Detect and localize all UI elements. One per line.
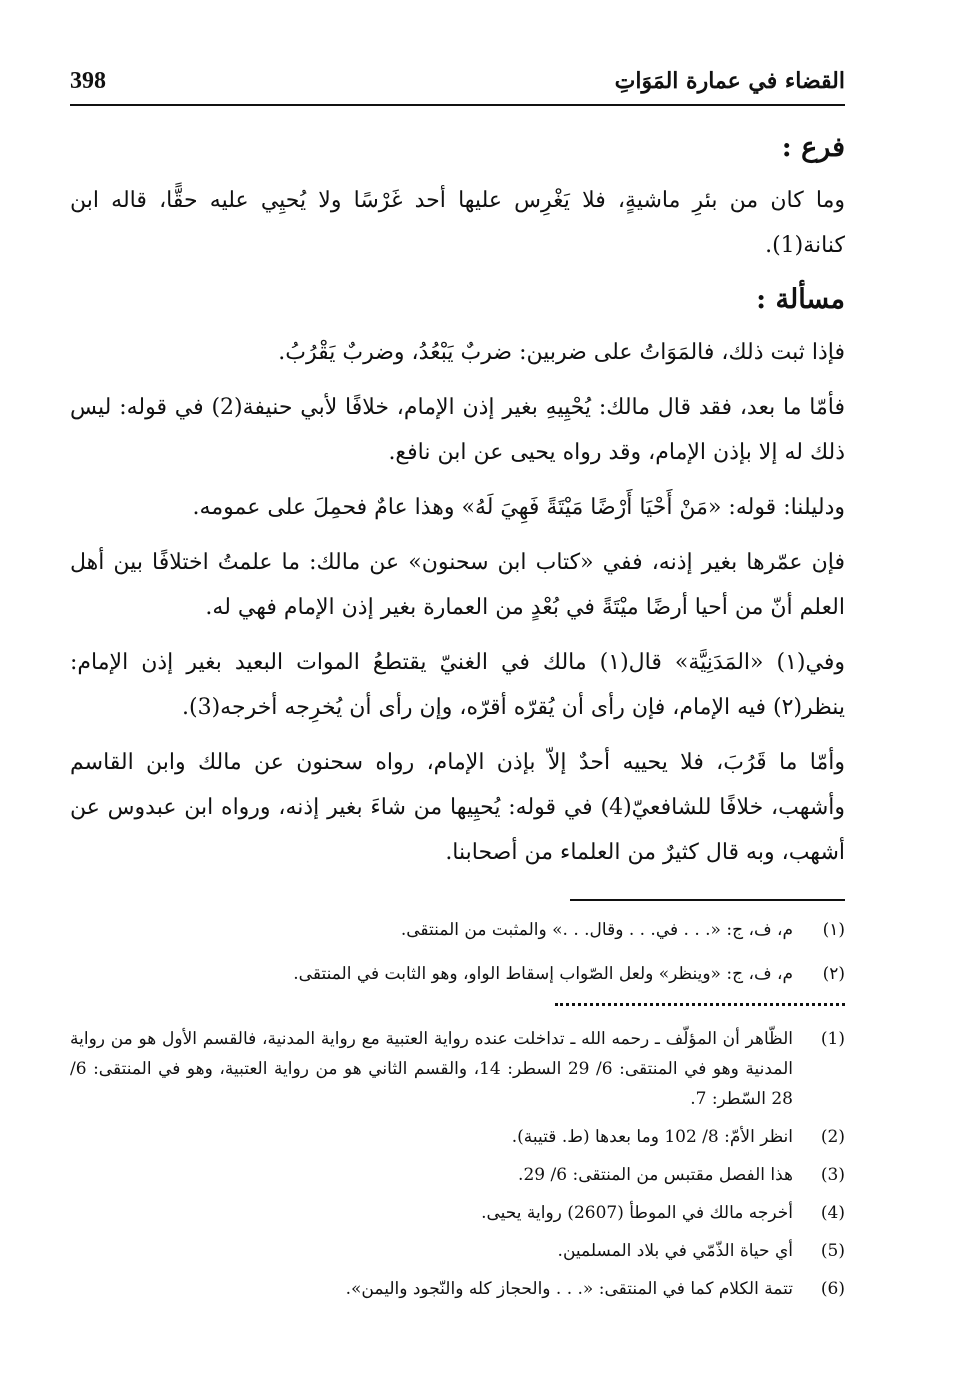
footnote-text: تتمة الكلام كما في المنتقى: «. . . والحجاز كله والنّجود واليمن». <box>345 1279 793 1299</box>
paragraph: ودليلنا: قوله: «مَنْ أَحْيَا أَرْضًا مَيْتَةً فَهِيَ لَهُ» وهذا عامٌ فحمِلَ على عمومه. <box>192 495 845 520</box>
paragraph: فإذا ثبت ذلك، فالمَوَاتُ على ضربين: ضربٌ يَبْعُدُ، وضربٌ يَقْرُبُ. <box>278 340 845 365</box>
variant-note <box>70 915 845 945</box>
variant-notes <box>70 915 845 989</box>
footnote-divider <box>570 899 845 901</box>
variant-note-text: م، ف، ج: «. . . في. . . وقال. . .» والمثبت من المنتقى. <box>400 920 793 940</box>
footnote-number: (5) <box>820 1241 845 1261</box>
paragraph: وفي(١) «المَدَنِيَّة» قال(١) مالك في الغنيّ يقتطعُ الموات البعيد بغير إذن الإمام: ينظر(٢) فيه الإمام، فإن رأى أن يُقرّه أقرّه، وإن رأى أن يُخرِجه أخرجه(3). <box>70 650 845 720</box>
footnote <box>70 1122 845 1152</box>
footnote-text: هذا الفصل مقتبس من المنتقى: 6/ 29. <box>518 1165 793 1185</box>
paragraph: وأمّا ما قَرُبَ، فلا يحييه أحدٌ إلاّ بإذن الإمام، رواه سحنون عن مالك وابن القاسم وأشهب، خلافًا للشافعيّ(4) في قوله: يُحيِيها من شاءَ بغير إذنه، ورواه ابن عبدوس عن أشهب، وبه قال كثيرٌ من العلماء من أصحابنا. <box>70 750 846 865</box>
paragraph: وما كان من بئرِ ماشيةٍ، فلا يَغْرِس عليها أحد غَرْسًا ولا يُحيِي عليه حقًّا، قاله ابن كنانة(1). <box>70 188 845 258</box>
footnote <box>70 1198 845 1228</box>
page-content <box>70 120 845 1312</box>
variant-note-text: م، ف، ج: «وينظر» ولعل الصّواب إسقاط الواو، وهو الثابت في المنتقى. <box>293 964 793 984</box>
variant-note-number: (٢) <box>822 964 845 984</box>
paragraph: فأمّا ما بعد، فقد قال مالك: يُحْيِيهِ بغير إذن الإمام، خلافًا لأبي حنيفة(2) في قوله: ليس ذلك له إلا بإذن الإمام، وقد رواه يحيى عن ابن نافع. <box>70 395 846 465</box>
footnote-number: (1) <box>820 1029 845 1049</box>
section-heading-far: فرع : <box>781 132 845 163</box>
paragraph: فإن عمّرها بغير إذنه، ففي «كتاب ابن سحنون» عن مالك: ما علمتُ اختلافًا بين أهل العلم أنّ من أحيا أرضًا ميْتَةً في بُعْدٍ من العمارة بغير إذن الإمام فهي له. <box>70 550 845 620</box>
footnote-number: (6) <box>820 1279 845 1299</box>
section-heading-masala: مسألة : <box>756 284 845 315</box>
variant-note <box>70 959 845 989</box>
footnote <box>70 1160 845 1190</box>
footnote <box>70 1274 845 1304</box>
page-header <box>70 64 845 106</box>
footnote-number: (3) <box>820 1165 845 1185</box>
footnote-text: الظّاهر أن المؤلّف ـ رحمه الله ـ تداخلت عنده رواية العتبية مع رواية المدنية، فالقسم الأول هو من رواية المدنية وهو في المنتقى: 6/ 29 السطر: 14، والقسم الثاني هو من رواية العتبية، وهو في المنتقى: 6/ 28 السّطر: 7. <box>70 1029 793 1109</box>
footnote <box>70 1236 845 1266</box>
footnote <box>70 1024 845 1114</box>
footnote-number: (2) <box>820 1127 845 1147</box>
running-title: القضاء في عمارة المَوَاتِ <box>614 68 845 94</box>
footnote-text: أي حياة الذّمّي في بلاد المسلمين. <box>557 1241 793 1261</box>
page-number: 398 <box>70 68 106 94</box>
footnote-text: أخرجه مالك في الموطأ (2607) رواية يحيى. <box>481 1203 793 1223</box>
footnote-number: (4) <box>820 1203 845 1223</box>
footnote-text: انظر الأمّ: 8/ 102 وما بعدها (ط. قتيبة). <box>511 1127 793 1147</box>
dotted-divider <box>555 1003 845 1006</box>
variant-note-number: (١) <box>822 920 845 940</box>
footnotes <box>70 1024 845 1304</box>
